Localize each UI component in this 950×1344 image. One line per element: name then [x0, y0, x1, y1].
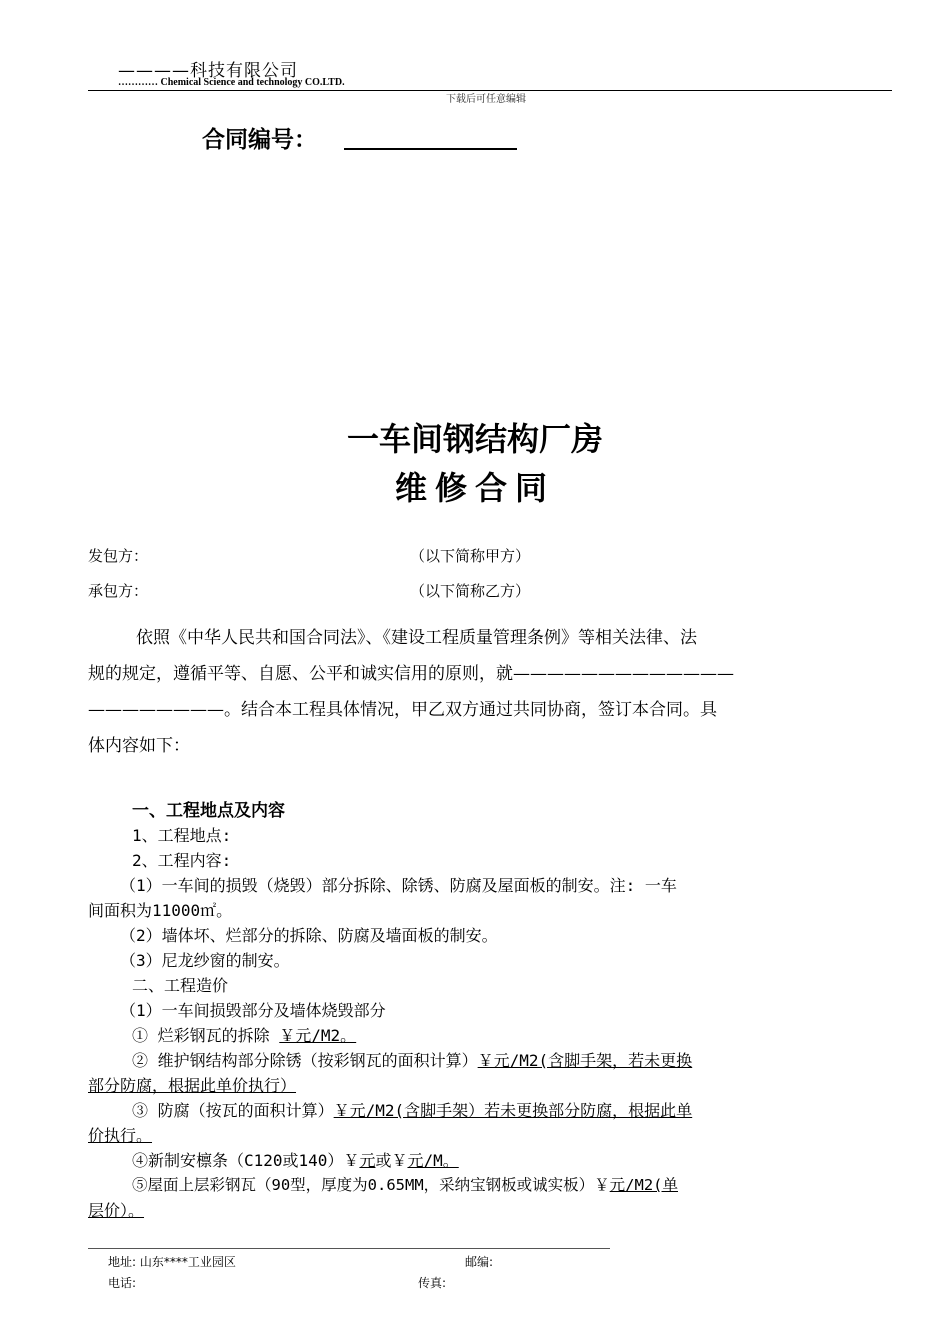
price-item-continuation: 价执行。 [88, 1126, 153, 1145]
party-a-label: 发包方： [88, 547, 149, 565]
price-item-value: ￥元/M2(含脚手架，若未更换 [477, 1051, 693, 1070]
price-item-value: 元/M2(单 [609, 1176, 678, 1194]
section-2-heading: 二、工程造价 [132, 976, 229, 995]
price-item-value: 元 [359, 1151, 376, 1170]
section-1-heading: 一、工程地点及内容 [132, 801, 285, 821]
price-item-text: ② 维护钢结构部分除锈（按彩钢瓦的面积计算） [132, 1051, 478, 1070]
document-subtitle: 维修合同 [394, 469, 555, 507]
contract-number-blank [344, 148, 517, 150]
section-2-subitem: （1）一车间损毁部分及墙体烧毁部分 [120, 1001, 386, 1020]
price-item-value: ￥元/M2(含脚手架）若未更换部分防腐，根据此单 [333, 1101, 693, 1120]
intro-line: 体内容如下： [88, 736, 190, 756]
footer-phone: 电话: [108, 1276, 137, 1290]
party-b-label: 承包方： [88, 582, 149, 600]
footer-fax: 传真: [418, 1276, 447, 1290]
price-item-value: 元/M。 [407, 1151, 459, 1170]
footer-divider [88, 1248, 610, 1249]
section-1-item: 2、工程内容: [132, 851, 232, 870]
party-b-note: （以下简称乙方） [410, 582, 531, 600]
section-1-subitem: （3）尼龙纱窗的制安。 [120, 951, 290, 970]
download-note: 下载后可任意编辑 [446, 94, 526, 105]
document-title: 一车间钢结构厂房 [346, 420, 603, 458]
price-item [132, 1173, 678, 1198]
price-item-continuation: 部分防腐，根据此单价执行） [88, 1076, 297, 1095]
footer-postcode: 邮编: [465, 1255, 494, 1269]
section-1-subitem: 间面积为11000㎡。 [88, 901, 233, 920]
price-item-continuation: 层价）。 [88, 1201, 145, 1220]
section-1-item: 1、工程地点: [132, 826, 232, 845]
intro-line: 规的规定，遵循平等、自愿、公平和诚实信用的原则，就————————————— [88, 664, 734, 684]
price-item-text: ① 烂彩钢瓦的拆除 [132, 1026, 280, 1045]
price-item-text: ③ 防腐（按瓦的面积计算） [132, 1101, 334, 1120]
intro-paragraph [88, 620, 904, 764]
section-1-subitem: （1）一车间的损毁（烧毁）部分拆除、除锈、防腐及屋面板的制安。注: 一车 [120, 876, 677, 895]
contract-number-label: 合同编号： [202, 127, 317, 153]
company-name-cn: ————科技有限公司 [118, 61, 298, 81]
party-a-note: （以下简称甲方） [410, 547, 531, 565]
price-item-text: ④新制安檩条（C120或140）￥ [132, 1151, 360, 1170]
price-item [132, 1048, 692, 1073]
footer-address: 地址: 山东****工业园区 [108, 1255, 236, 1269]
company-name-en: ………… Chemical Science and technology CO.LTD. [118, 77, 345, 88]
price-item-text: 或￥ [375, 1151, 408, 1170]
price-item [132, 1148, 459, 1173]
intro-line: 依照《中华人民共和国合同法》、《建设工程质量管理条例》等相关法律、法 [136, 628, 697, 648]
section-1-subitem: （2）墙体坏、烂部分的拆除、防腐及墙面板的制安。 [120, 926, 498, 945]
intro-line: ————————。结合本工程具体情况，甲乙双方通过共同协商，签订本合同。具 [88, 700, 717, 720]
price-item-value: ￥元/M2。 [279, 1026, 357, 1045]
price-item [132, 1098, 692, 1123]
price-item-text: ⑤屋面上层彩钢瓦（90型，厚度为0.65MM，采纳宝钢板或诚实板）￥ [132, 1176, 610, 1194]
price-item [132, 1023, 356, 1048]
